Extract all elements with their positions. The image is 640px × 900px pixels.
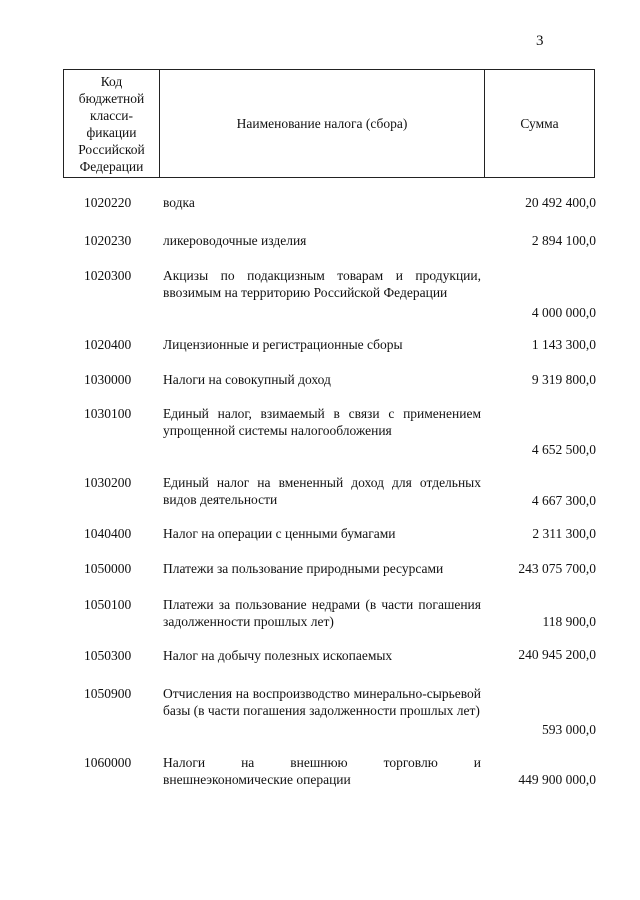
- row-name: Единый налог на вмененный доход для отдельных видов деятельности: [163, 475, 481, 507]
- row-code: 1020220: [84, 195, 132, 210]
- row-sum: 593 000,0: [542, 722, 596, 737]
- row-name: ликероводочные изделия: [163, 233, 307, 248]
- row-code: 1060000: [84, 755, 132, 770]
- header-sum-column: Сумма: [520, 116, 559, 131]
- row-name: Единый налог, взимаемый в связи с применением упрощенной системы налогообложения: [163, 406, 481, 438]
- row-sum: 243 075 700,0: [518, 561, 596, 576]
- header-name-column: Наименование налога (сбора): [160, 70, 485, 177]
- row-code: 1020230: [84, 233, 132, 248]
- row-name: Акцизы по подакцизным товарам и продукции, ввозимым на территорию Российской Федерации: [163, 268, 481, 300]
- row-code: 1020300: [84, 268, 132, 283]
- row-sum: 4 667 300,0: [531, 493, 596, 508]
- row-code: 1040400: [84, 526, 132, 541]
- header-code-column: Код бюджетной класси- фикации Российской Федерации: [64, 70, 160, 177]
- row-sum: 4 000 000,0: [531, 305, 596, 320]
- row-name: Налоги на внешнюю торговлю и внешнеэкономические операции: [163, 755, 481, 787]
- row-sum: 1 143 300,0: [531, 337, 596, 352]
- page-number: 3: [536, 33, 544, 49]
- row-code: 1030100: [84, 406, 132, 421]
- row-code: 1050000: [84, 561, 132, 576]
- row-sum: 9 319 800,0: [531, 372, 596, 387]
- row-name: Налоги на совокупный доход: [163, 372, 331, 387]
- row-name: Отчисления на воспроизводство минерально-сырьевой базы (в части погашения задолженности прошлых лет): [163, 686, 481, 718]
- row-name: Налог на операции с ценными бумагами: [163, 526, 396, 541]
- row-code: 1030200: [84, 475, 132, 490]
- row-name: Платежи за пользование недрами (в части погашения задолженности прошлых лет): [163, 597, 481, 629]
- row-code: 1030000: [84, 372, 132, 387]
- row-code: 1050300: [84, 648, 132, 663]
- row-name: водка: [163, 195, 195, 210]
- row-code: 1020400: [84, 337, 132, 352]
- row-name: Платежи за пользование природными ресурсами: [163, 561, 444, 576]
- row-sum: 118 900,0: [542, 614, 596, 629]
- row-code: 1050100: [84, 597, 132, 612]
- row-sum: 4 652 500,0: [531, 442, 596, 457]
- row-sum: 2 894 100,0: [531, 233, 596, 248]
- table-header: [63, 69, 595, 178]
- row-sum: 20 492 400,0: [525, 195, 596, 210]
- row-code: 1050900: [84, 686, 132, 701]
- row-sum: 2 311 300,0: [532, 526, 596, 541]
- row-sum: 240 945 200,0: [518, 647, 596, 662]
- row-name: Налог на добычу полезных ископаемых: [163, 648, 393, 663]
- row-sum: 449 900 000,0: [518, 772, 596, 787]
- row-name: Лицензионные и регистрационные сборы: [163, 337, 403, 352]
